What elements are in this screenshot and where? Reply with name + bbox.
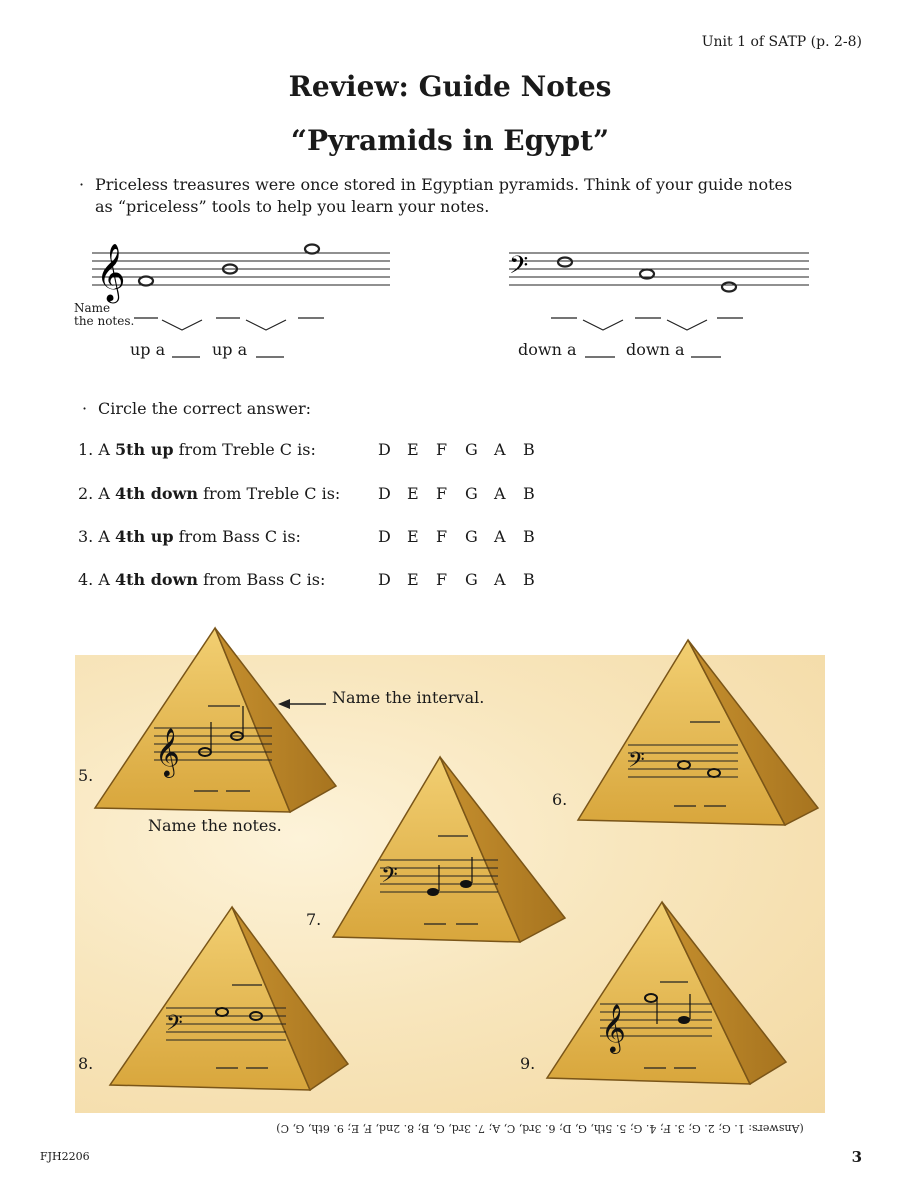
question-text: 4. A — [78, 570, 115, 589]
treble-clef-icon: 𝄞 — [155, 727, 180, 776]
choice[interactable]: A — [494, 527, 506, 546]
bass-clef-icon: 𝄢 — [381, 863, 398, 893]
name-label-line-1: Name — [74, 301, 111, 315]
choice[interactable]: A — [494, 484, 506, 503]
choice[interactable]: E — [407, 440, 419, 459]
choice[interactable]: D — [378, 527, 391, 546]
question-bold: 4th down — [115, 484, 198, 503]
question-text: from Bass C is: — [198, 570, 326, 589]
pyramid-number-8: 8. — [78, 1054, 94, 1073]
callout-notes: Name the notes. — [148, 816, 282, 835]
choice[interactable]: G — [465, 570, 478, 589]
treble-caption-b: up a — [212, 340, 248, 359]
circle-prompt-text: Circle the correct answer: — [98, 399, 312, 418]
intro-line-2: as “priceless” tools to help you learn your notes. — [95, 197, 490, 216]
page-number: 3 — [851, 1148, 862, 1166]
choice[interactable]: D — [378, 484, 391, 503]
choice[interactable]: A — [494, 570, 506, 589]
choice[interactable]: F — [436, 440, 448, 459]
choice[interactable]: B — [523, 440, 535, 459]
pyramid-number-9: 9. — [520, 1054, 536, 1073]
question-text: 2. A — [78, 484, 115, 503]
intro-line-1: Priceless treasures were once stored in Egyptian pyramids. Think of your guide notes — [95, 175, 793, 194]
question-text: 3. A — [78, 527, 115, 546]
choice[interactable]: E — [407, 484, 419, 503]
page-subtitle: “Pyramids in Egypt” — [290, 124, 610, 157]
choice[interactable]: B — [523, 570, 535, 589]
choice[interactable]: F — [436, 484, 448, 503]
choice[interactable]: G — [465, 527, 478, 546]
bass-clef-icon: 𝄢 — [628, 748, 645, 778]
footer-code: FJH2206 — [40, 1150, 90, 1163]
choice[interactable]: D — [378, 570, 391, 589]
choice[interactable]: B — [523, 484, 535, 503]
pyramid-6 — [578, 640, 818, 825]
question-text: from Bass C is: — [173, 527, 301, 546]
bass-clef-icon: 𝄢 — [509, 251, 529, 286]
question-bold: 5th up — [115, 440, 174, 459]
bullet-dot: · — [82, 399, 88, 418]
pyramid-number-5: 5. — [78, 766, 94, 785]
question-text: 1. A — [78, 440, 115, 459]
choice[interactable]: F — [436, 527, 448, 546]
bass-clef-icon: 𝄢 — [166, 1011, 183, 1041]
choice[interactable]: B — [523, 527, 535, 546]
bullet-dot: · — [79, 175, 85, 194]
question-text: from Treble C is: — [198, 484, 341, 503]
callout-interval: Name the interval. — [332, 688, 485, 707]
question-bold: 4th up — [115, 527, 174, 546]
choice[interactable]: F — [436, 570, 448, 589]
pyramid-7 — [333, 757, 568, 942]
choice[interactable]: G — [465, 440, 478, 459]
question-bold: 4th down — [115, 570, 198, 589]
name-label-line-2: the notes. — [74, 314, 135, 328]
treble-clef-icon: 𝄞 — [96, 243, 126, 301]
choice[interactable]: E — [407, 570, 419, 589]
bass-caption-b: down a — [626, 340, 685, 359]
page-title: Review: Guide Notes — [288, 70, 612, 103]
choice[interactable]: D — [378, 440, 391, 459]
header-reference: Unit 1 of SATP (p. 2-8) — [701, 34, 862, 50]
answer-key-upside-down: (Answers: 1. G; 2. G; 3. F; 4. G; 5. 5th, G, D; 6. 3rd, C, A; 7. 3rd, G, B; 8. 2nd, F, E; 9. 6th, G, C) — [276, 1122, 804, 1135]
choice[interactable]: A — [494, 440, 506, 459]
pyramid-8 — [110, 907, 348, 1090]
choice[interactable]: G — [465, 484, 478, 503]
treble-clef-icon: 𝄞 — [601, 1003, 626, 1052]
pyramid-number-7: 7. — [306, 910, 322, 929]
bass-caption-a: down a — [518, 340, 577, 359]
question-text: from Treble C is: — [173, 440, 316, 459]
pyramid-number-6: 6. — [552, 790, 568, 809]
pyramid-9 — [547, 902, 786, 1084]
choice[interactable]: E — [407, 527, 419, 546]
treble-caption-a: up a — [130, 340, 166, 359]
pyramid-5 — [95, 628, 336, 812]
